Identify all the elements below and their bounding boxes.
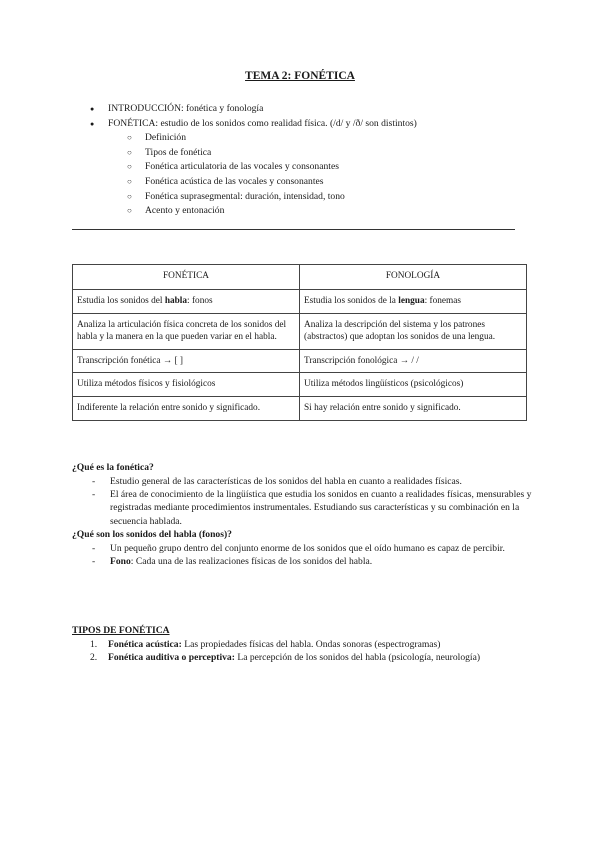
term-bold: Fonética auditiva o perceptiva: (108, 652, 235, 664)
list-item (72, 555, 532, 568)
numbered-list (72, 638, 532, 664)
outline-subitem: ○ Fonética suprasegmental: duración, intensidad, tono (127, 190, 530, 205)
outline-sublist (108, 131, 530, 219)
outline-item-text: FONÉTICA: estudio de los sonidos como realidad física. (/d/ y /ð/ son distintos) (108, 117, 417, 129)
list-item (72, 651, 532, 664)
term-bold: Fonética acústica: (108, 639, 182, 650)
comparison-table (72, 264, 527, 421)
table-row (73, 349, 527, 373)
horizontal-rule (72, 229, 515, 230)
table-row (73, 290, 527, 314)
table-cell: Utiliza métodos físicos y fisiológicos (73, 373, 300, 397)
table-cell: Transcripción fonética → [ ] (73, 349, 300, 373)
question-heading: ¿Qué son los sonidos del habla (fonos)? (72, 528, 232, 540)
outline-subitem: ○ Fonética acústica de las vocales y consonantes (127, 175, 530, 190)
list-item (72, 638, 532, 651)
table-header-fonologia: FONOLOGÍA (300, 265, 527, 290)
section-heading: TIPOS DE FONÉTICA (72, 625, 170, 636)
cell-text: : fonos (187, 296, 213, 306)
outline-item-text: INTRODUCCIÓN: fonética y fonología (108, 103, 264, 114)
list-number: 2. (90, 652, 98, 664)
question-heading: ¿Qué es la fonética? (72, 462, 154, 473)
outline-subitem: ○ Tipos de fonética (127, 146, 530, 161)
tipos-section (72, 624, 532, 664)
outline-item-introduccion (90, 102, 530, 117)
outline-subitem: ○ Fonética articulatoria de las vocales y consonantes (127, 160, 530, 175)
table-cell: Indiferente la relación entre sonido y significado. (73, 396, 300, 420)
cell-text: : fonemas (424, 296, 462, 306)
term-definition: La percepción de los sonidos del habla (psicología, neurología) (234, 652, 481, 664)
cell-text: Estudia los sonidos de la (304, 296, 399, 306)
term-definition: : Cada una de las realizaciones físicas de los sonidos del habla. (130, 556, 373, 568)
answer-list (72, 475, 532, 528)
term-bold: Fono (110, 556, 131, 568)
outline-item-fonetica (90, 117, 530, 219)
table-cell: Utiliza métodos lingüísticos (psicológicos) (300, 373, 527, 397)
list-item: - El área de conocimiento de la lingüística que estudia los sonidos en cuanto a realidades físicas, mensurables y registradas mediante procedimientos instrumentales. Estudiando sus características y su combinación en la secuencia hablada. (72, 488, 532, 528)
table-cell: Transcripción fonológica → / / (300, 349, 527, 373)
list-number: 1. (90, 639, 98, 650)
list-item: - Estudio general de las características de los sonidos del habla en cuanto a realidades físicas. (72, 475, 532, 488)
table-row (73, 396, 527, 420)
table-cell (300, 290, 527, 314)
table-cell: Analiza la articulación física concreta de los sonidos del habla y la manera en la que pueden variar en el habla. (73, 313, 300, 349)
outline-subitem: ○ Acento y entonación (127, 204, 530, 219)
page-title: TEMA 2: FONÉTICA (245, 70, 355, 82)
outline-list (90, 102, 530, 219)
answer-list (72, 542, 532, 568)
list-item: - Un pequeño grupo dentro del conjunto enorme de los sonidos que el oído humano es capaz de percibir. (72, 542, 532, 555)
table-cell: Si hay relación entre sonido y significado. (300, 396, 527, 420)
table-header-fonetica: FONÉTICA (73, 265, 300, 290)
cell-text: Estudia los sonidos del (77, 296, 165, 306)
cell-bold-text: habla (164, 296, 188, 306)
table-cell (73, 290, 300, 314)
table-header-row (73, 265, 527, 290)
cell-bold-text: lengua (398, 296, 425, 306)
table-cell: Analiza la descripción del sistema y los patrones (abstractos) que adoptan los sonidos de una lengua. (300, 313, 527, 349)
term-definition: Las propiedades físicas del habla. Ondas sonoras (espectrogramas) (181, 639, 441, 650)
table-row (73, 313, 527, 349)
outline-subitem: ○ Definición (127, 131, 530, 146)
qa-section (72, 461, 532, 568)
table-row (73, 373, 527, 397)
